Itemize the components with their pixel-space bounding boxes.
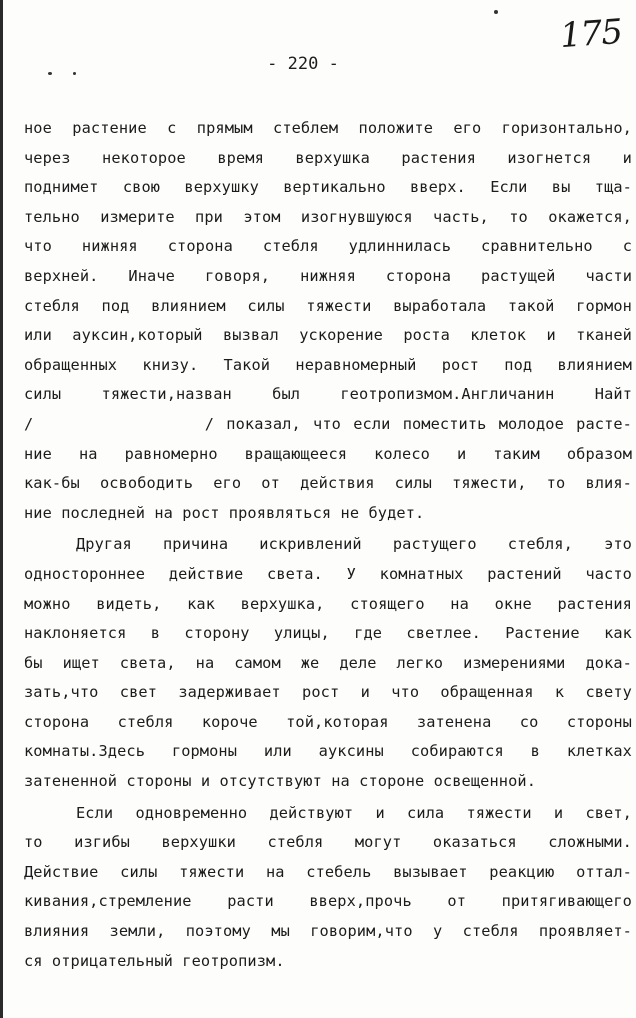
text-line: тельно измерите при этом изогнувшуюся часть, то окажется, (24, 207, 632, 226)
text-line: ся отрицательный геотропизм. (24, 951, 285, 970)
text-line: можно видеть, как верхушка, стоящего на окне растения (24, 594, 632, 613)
text-line: через некоторое время верхушка растения изогнется и (24, 148, 632, 167)
text-line: сторона стебля короче той,которая затенена со стороны (24, 712, 632, 731)
text-line: наклоняется в сторону улицы, где светлее. Растение как (24, 624, 632, 643)
text-line: обращенных книзу. Такой неравномерный рост под влиянием (24, 355, 632, 374)
scan-speck (494, 10, 498, 14)
archive-page-number: 175 (558, 11, 624, 57)
body-text (24, 114, 632, 976)
text-line: как-бы освободить его от действия силы тяжести, то влия- (24, 474, 632, 493)
text-line: ное растение с прямым стеблем положите его горизонтально, (24, 119, 632, 137)
text-line: Действие силы тяжести на стебель вызывает реакцию оттал- (24, 862, 632, 881)
scan-edge (0, 0, 3, 1018)
text-line: одностороннее действие света. У комнатных растений часто (24, 564, 632, 583)
scan-speck (48, 72, 52, 75)
text-line: бы ищет света, на самом же деле легко измерениями дока- (24, 653, 632, 672)
text-line: затененной стороны и отсутствуют на стороне освещенной. (24, 772, 537, 791)
text-line: / / показал, что если поместить молодое расте- (24, 414, 632, 433)
text-line: комнаты.Здесь гормоны или ауксины собираются в клетках (24, 742, 632, 761)
text-line: поднимет свою верхушку вертикально вверх. Если вы тща- (24, 178, 632, 197)
scan-speck (73, 72, 76, 75)
text-line: ние на равномерно вращающееся колесо и таким образом (24, 444, 632, 463)
text-line: Если одновременно действуют и сила тяжести и свет, (76, 803, 632, 822)
text-line: влияния земли, поэтому мы говорим,что у стебля проявляет- (24, 922, 632, 941)
text-line: зать,что свет задерживает рост и что обращенная к свету (24, 683, 632, 702)
text-line: ние последней на рост проявляться не будет. (24, 503, 425, 522)
text-line: что нижняя сторона стебля удлиннилась сравнительно с (24, 237, 632, 256)
text-line: или ауксин,который вызвал ускорение роста клеток и тканей (24, 326, 632, 345)
text-line: кивания,стремление расти вверх,прочь от притягивающего (24, 892, 632, 911)
text-line: силы тяжести,назван был геотропизмом.Англичанин Найт (24, 385, 632, 404)
text-line: то изгибы верхушки стебля могут оказаться сложными. (24, 833, 632, 852)
text-line: Другая причина искривлений растущего стебля, это (76, 535, 632, 554)
page-number: - 220 - (267, 54, 339, 74)
text-line: стебля под влиянием силы тяжести выработала такой гормон (24, 296, 632, 315)
text-line: верхней. Иначе говоря, нижняя сторона растущей части (24, 266, 632, 285)
